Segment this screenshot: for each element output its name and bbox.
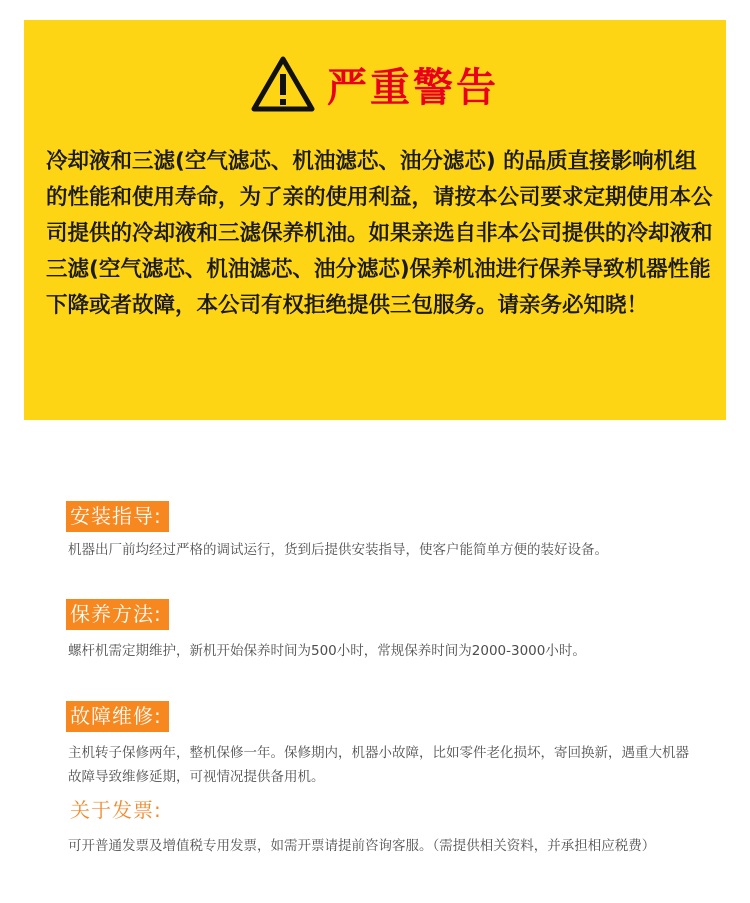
warning-panel [24,20,726,420]
invoice-title: 关于发票: [70,798,162,822]
maintenance-text: 螺杆机需定期维护，新机开始保养时间为500小时，常规保养时间为2000-3000小时。 [68,643,586,659]
repair-text: 主机转子保修两年，整机保修一年。保修期内，机器小故障，比如零件老化损坏，寄回换新，遇重大机器故障导致维修延期，可视情况提供备用机。 [68,745,689,785]
warning-body-text: 冷却液和三滤(空气滤芯、机油滤芯、油分滤芯) 的品质直接影响机组的性能和使用寿命，为了亲的使用利益，请按本公司要求定期使用本公司提供的冷却液和三滤保养机油。如果亲选自非本公司提供的冷却液和三滤(空气滤芯、机油滤芯、油分滤芯)保养机油进行保养导致机器性能下降或者故障，本公司有权拒绝提供三包服务。请亲务必知晓！ [46,149,713,318]
maintenance-title: 保养方法: [66,599,169,630]
installation-title: 安装指导: [66,501,169,532]
warning-header [24,52,726,116]
repair-title: 故障维修: [66,701,169,732]
installation-text: 机器出厂前均经过严格的调试运行，货到后提供安装指导，使客户能简单方便的装好设备。 [68,542,608,558]
invoice-text: 可开普通发票及增值税专用发票，如需开票请提前咨询客服。（需提供相关资料，并承担相应税费） [68,838,656,854]
warning-title: 严重警告 [327,64,499,111]
warning-triangle-icon [251,55,315,113]
